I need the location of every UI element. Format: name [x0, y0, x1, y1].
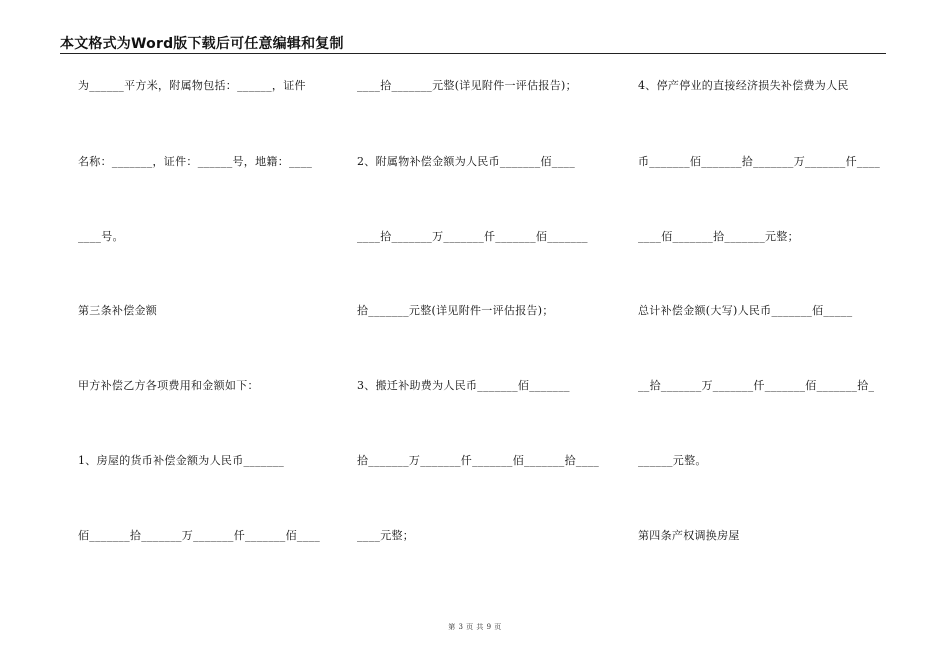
- text-line: ______元整。: [638, 454, 707, 467]
- text-line: 拾_______万_______仟_______佰_______拾____: [357, 454, 600, 467]
- header-divider: [60, 53, 886, 54]
- text-line: 佰_______拾_______万_______仟_______佰____: [78, 529, 321, 542]
- text-line: ____元整；: [357, 529, 415, 542]
- text-line: 名称：_______，证件：______号，地籍：____: [78, 155, 313, 168]
- text-line: ____佰_______拾_______元整；: [638, 230, 799, 243]
- text-line: 2、附属物补偿金额为人民币_______佰____: [357, 155, 575, 168]
- text-line: ____号。: [78, 230, 124, 243]
- section-heading: 第三条补偿金额: [78, 304, 158, 317]
- text-line: 拾_______元整(详见附件一评估报告)；: [357, 304, 554, 317]
- text-line: 甲方补偿乙方各项费用和金额如下：: [78, 379, 259, 392]
- text-line: ____拾_______万_______仟_______佰_______: [357, 230, 588, 243]
- text-line: 3、搬迁补助费为人民币_______佰_______: [357, 379, 570, 392]
- section-heading: 第四条产权调换房屋: [638, 529, 740, 542]
- text-line: ____拾_______元整(详见附件一评估报告)；: [357, 79, 577, 92]
- text-line: 总计补偿金额(大写)人民币_______佰_____: [638, 304, 853, 317]
- text-line: 4、停产停业的直接经济损失补偿费为人民: [638, 79, 849, 92]
- text-line: 币_______佰_______拾_______万_______仟____: [638, 155, 881, 168]
- page-number: 第 3 页 共 9 页: [448, 623, 502, 631]
- text-line: __拾_______万_______仟_______佰_______拾_: [638, 379, 875, 392]
- text-line: 1、房屋的货币补偿金额为人民币_______: [78, 454, 285, 467]
- text-line: 为______平方米，附属物包括：______，证件: [78, 79, 306, 92]
- document-header-title: 本文格式为Word版下载后可任意编辑和复制: [60, 36, 344, 52]
